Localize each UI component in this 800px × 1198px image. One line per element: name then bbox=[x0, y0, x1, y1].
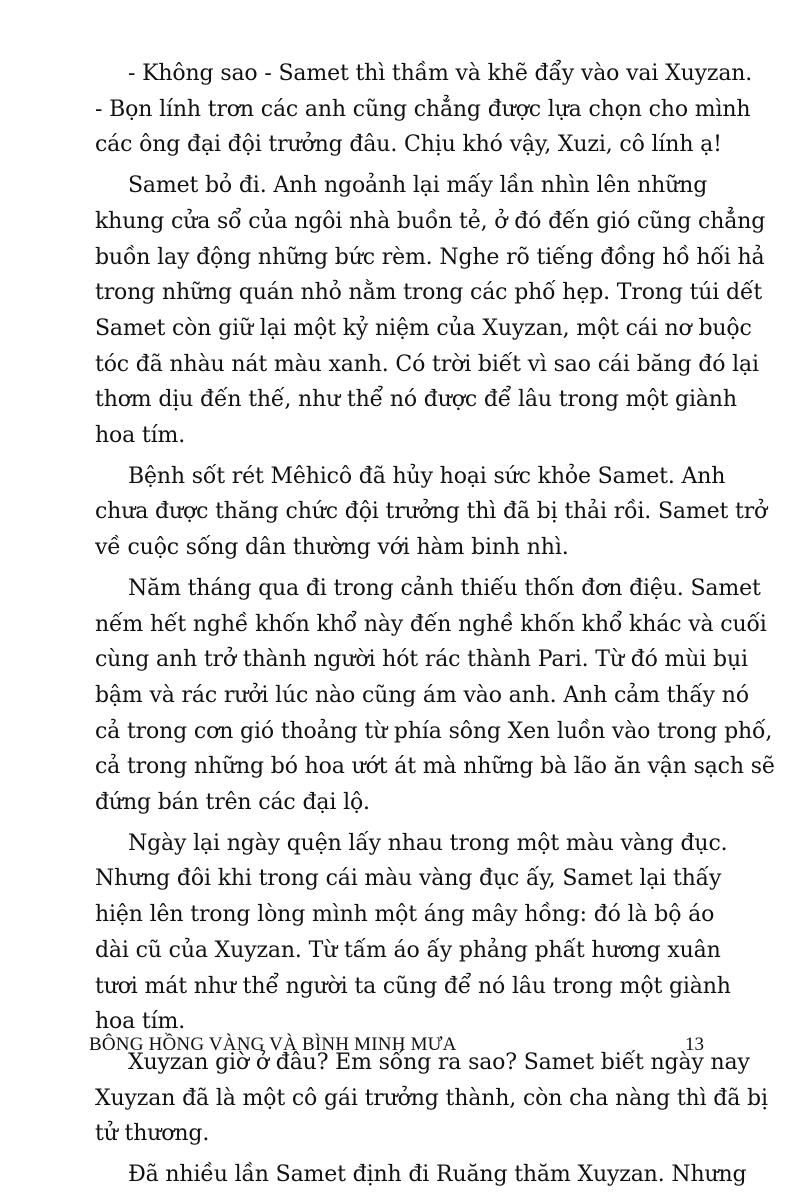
text-line: Nhưng đôi khi trong cái màu vàng đục ấy, Samet lại thấy bbox=[95, 866, 722, 892]
text-line: Samet bỏ đi. Anh ngoảnh lại mấy lần nhìn lên những bbox=[128, 173, 708, 199]
paragraph-1 bbox=[95, 56, 753, 163]
paragraph-4 bbox=[95, 571, 775, 821]
text-line: nếm hết nghề khốn khổ này đến nghề khốn khổ khác và cuối bbox=[95, 611, 767, 637]
paragraph-5 bbox=[95, 826, 731, 1040]
paragraph-2 bbox=[95, 168, 766, 454]
body-text bbox=[95, 56, 775, 1198]
paragraph-3 bbox=[95, 459, 768, 566]
text-line: Xuyzan đã là một cô gái trưởng thành, còn cha nàng thì đã bị bbox=[95, 1085, 768, 1111]
text-line: về cuộc sống dân thường với hàm binh nhì. bbox=[95, 535, 569, 561]
text-line: - Không sao - Samet thì thầm và khẽ đẩy vào vai Xuyzan. bbox=[128, 61, 753, 86]
text-line: thơm dịu đến thế, như thể nó được để lâu trong một giành bbox=[95, 387, 737, 413]
text-line: tóc đã nhàu nát màu xanh. Có trời biết vì sao cái băng đó lại bbox=[95, 351, 759, 377]
text-line: khung cửa sổ của ngôi nhà buồn tẻ, ở đó đến gió cũng chẳng bbox=[95, 208, 766, 234]
text-line: cả trong những bó hoa ướt át mà những bà lão ăn vận sạch sẽ bbox=[95, 754, 775, 780]
text-line: các ông đại đội trưởng đâu. Chịu khó vậy, Xuzi, cô lính ạ! bbox=[95, 132, 722, 158]
text-line: bậm và rác rưởi lúc nào cũng ám vào anh. Anh cảm thấy nó bbox=[95, 682, 749, 708]
running-footer-title: BÔNG HỒNG VÀNG VÀ BÌNH MINH MƯA bbox=[89, 1034, 457, 1055]
text-line: Xuyzan giờ ở đâu? Em sống ra sao? Samet biết ngày nay bbox=[128, 1049, 750, 1075]
text-line: chưa được thăng chức đội trưởng thì đã bị thải rồi. Samet trở bbox=[95, 499, 768, 525]
text-line: hoa tím. bbox=[95, 423, 186, 449]
text-line: tử thương. bbox=[95, 1121, 210, 1147]
page-number: 13 bbox=[685, 1034, 704, 1055]
text-line: cùng anh trở thành người hót rác thành Pari. Từ đó mùi bụi bbox=[95, 647, 748, 673]
paragraph-7 bbox=[95, 1157, 747, 1193]
text-line: đứng bán trên các đại lộ. bbox=[95, 790, 370, 816]
text-line: - Bọn lính trơn các anh cũng chẳng được lựa chọn cho mình bbox=[95, 96, 751, 122]
text-line: hiện lên trong lòng mình một áng mây hồng: đó là bộ áo bbox=[95, 902, 715, 928]
text-line: cả trong cơn gió thoảng từ phía sông Xen luồn vào trong phố, bbox=[95, 718, 773, 744]
text-line: trong những quán nhỏ nằm trong các phố hẹp. Trong túi dết bbox=[95, 280, 763, 306]
text-line: Đã nhiều lần Samet định đi Ruăng thăm Xuyzan. Nhưng bbox=[128, 1162, 747, 1188]
text-line: buồn lay động những bức rèm. Nghe rõ tiếng đồng hồ hối hả bbox=[95, 244, 765, 270]
text-line: hoa tím. bbox=[95, 1009, 186, 1035]
text-line: Ngày lại ngày quện lấy nhau trong một màu vàng đục. bbox=[128, 830, 728, 856]
text-line: Bệnh sốt rét Mêhicô đã hủy hoại sức khỏe Samet. Anh bbox=[128, 463, 726, 489]
text-line: Samet còn giữ lại một kỷ niệm của Xuyzan, một cái nơ buộc bbox=[95, 315, 752, 341]
text-line: Năm tháng qua đi trong cảnh thiếu thốn đơn điệu. Samet bbox=[128, 575, 761, 601]
text-line: tươi mát như thể người ta cũng để nó lâu trong một giành bbox=[95, 973, 731, 999]
text-line: dài cũ của Xuyzan. Từ tấm áo ấy phảng phất hương xuân bbox=[95, 937, 721, 963]
page-footer bbox=[89, 1034, 704, 1064]
